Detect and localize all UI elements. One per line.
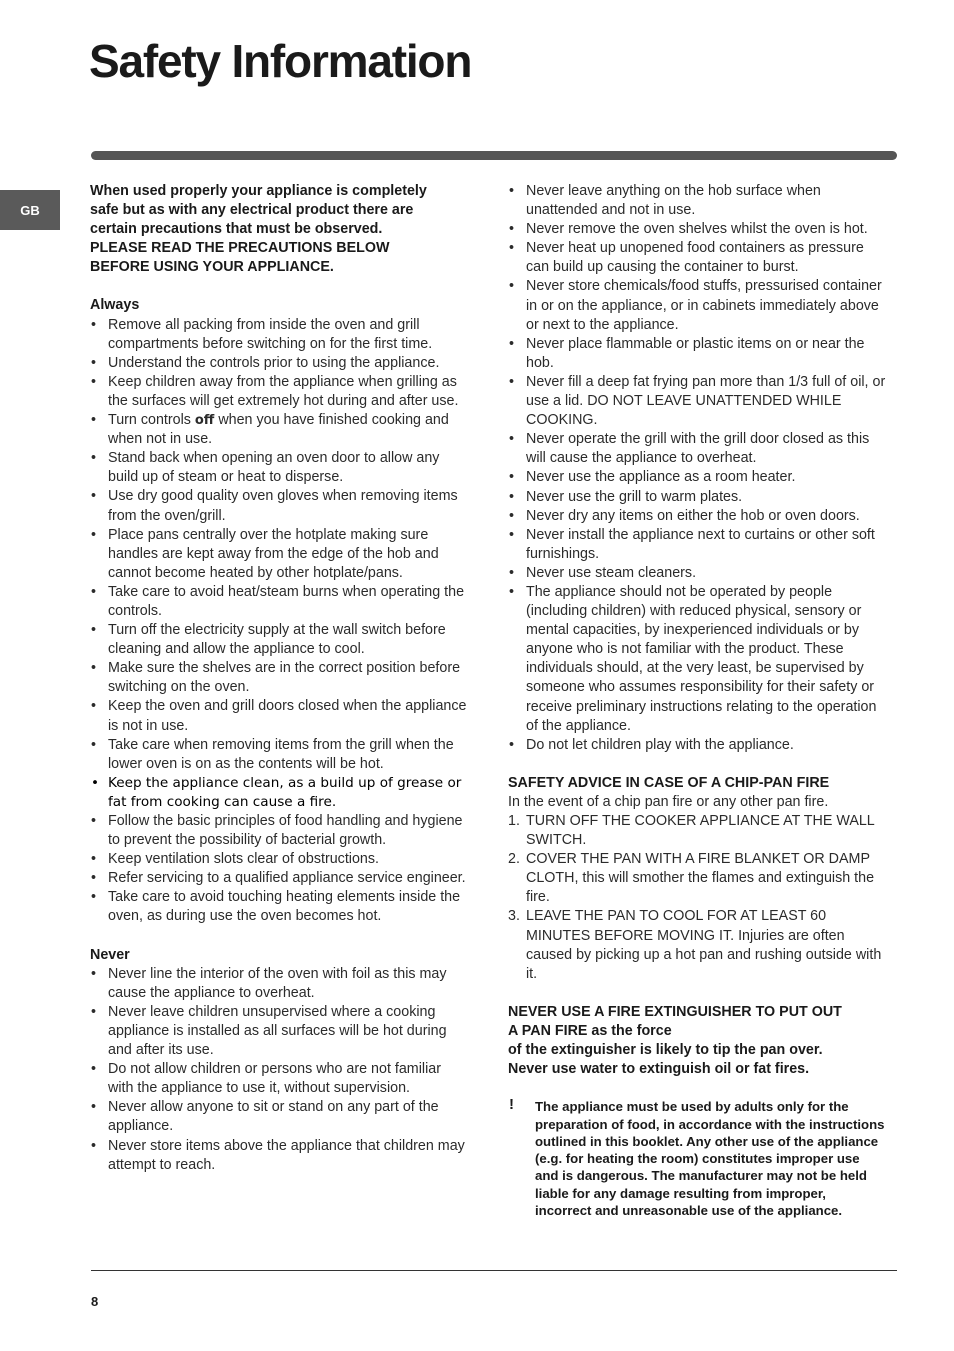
off-keyword: off — [194, 413, 215, 429]
list-item: • The appliance should not be operated by people (including children) with reduced physical, sensory or mental capacities, by inexperienced individuals or by anyone who is not familiar with the product. These individuals should, at the very least, be supervised by someone who assumes responsibility for their safety or receive preliminary instructions relating to the operation of the appliance. — [508, 583, 886, 736]
list-item: • Take care when removing items from the grill when the lower oven is on as the contents will be hot. — [90, 736, 468, 774]
list-item: • Never dry any items on either the hob or oven doors. — [508, 507, 886, 526]
list-item: • Keep children away from the appliance when grilling as the surfaces will get extremely hot during and after use. — [90, 373, 468, 411]
list-item: • Refer servicing to a qualified appliance service engineer. — [90, 869, 468, 888]
list-item: • Understand the controls prior to using the appliance. — [90, 354, 468, 373]
never-list-left — [90, 965, 468, 1175]
list-item: • Use dry good quality oven gloves when removing items from the oven/grill. — [90, 487, 468, 525]
intro-line: PLEASE READ THE PRECAUTIONS BELOW — [90, 240, 390, 257]
page-number: 8 — [91, 1294, 99, 1309]
always-heading: Always — [90, 297, 140, 314]
list-item: • Never leave anything on the hob surface when unattended and not in use. — [508, 182, 886, 220]
language-tab: GB — [0, 190, 60, 230]
step-number: 1. — [508, 813, 520, 829]
list-item: • Do not let children play with the appliance. — [508, 736, 886, 755]
step-text: LEAVE THE PAN TO COOL FOR AT LEAST 60 MINUTES BEFORE MOVING IT. Injuries are often caused by picking up a hot pan and rushing outside with it. — [526, 908, 882, 982]
extinguisher-line: Never use water to extinguish oil or fat fires. — [508, 1061, 810, 1078]
exclamation-icon: ! — [509, 1096, 514, 1114]
list-item: • Never heat up unopened food containers as pressure can build up causing the container to burst. — [508, 239, 886, 277]
list-item: • Never store items above the appliance that children may attempt to reach. — [90, 1137, 468, 1175]
list-item-emphasis: • Keep the appliance clean, as a build up of grease or fat from cooking can cause a fire. — [90, 774, 468, 812]
warning-text: The appliance must be used by adults only for the preparation of food, in accordance with the instructions outlined in this booklet. Any other use of the appliance (e.g. for heating the room) constitutes improper use and is dangerous. The manufacturer may not be held liable for any damage resulting from improper, incorrect and unreasonable use of the appliance. — [535, 1099, 885, 1218]
intro-line: safe but as with any electrical product there are — [90, 202, 414, 219]
footer-divider — [91, 1270, 897, 1271]
list-item: • Never allow anyone to sit or stand on any part of the appliance. — [90, 1098, 468, 1136]
step-item — [508, 907, 886, 983]
chip-pan-intro: In the event of a chip pan fire or any other pan fire. — [508, 793, 829, 810]
intro-line: certain precautions that must be observed. — [90, 221, 383, 238]
step-number: 2. — [508, 851, 520, 868]
left-column — [90, 182, 468, 1194]
never-list-right — [508, 182, 886, 755]
step-text: COVER THE PAN WITH A FIRE BLANKET OR DAMP CLOTH, this will smother the flames and extinguish the fire. — [526, 851, 875, 906]
right-column — [508, 182, 886, 1219]
chip-pan-steps — [508, 812, 886, 984]
list-item: • Never line the interior of the oven with foil as this may cause the appliance to overheat. — [90, 965, 468, 1003]
usage-warning — [508, 1098, 886, 1219]
step-text: TURN OFF THE COOKER APPLIANCE AT THE WALL SWITCH. — [526, 813, 875, 849]
chip-pan-heading: SAFETY ADVICE IN CASE OF A CHIP-PAN FIRE — [508, 774, 830, 791]
list-item: • Follow the basic principles of food handling and hygiene to prevent the possibility of bacterial growth. — [90, 812, 468, 850]
step-number: 3. — [508, 908, 520, 925]
never-heading: Never — [90, 946, 130, 963]
list-item: • Never fill a deep fat frying pan more than 1/3 full of oil, or use a lid. DO NOT LEAVE UNATTENDED WHILE COOKING. — [508, 373, 886, 430]
list-item — [90, 411, 468, 449]
intro-line: BEFORE USING YOUR APPLIANCE. — [90, 259, 334, 276]
list-item: • Never install the appliance next to curtains or other soft furnishings. — [508, 526, 886, 564]
intro-text — [90, 182, 468, 277]
list-item: • Keep ventilation slots clear of obstructions. — [90, 850, 468, 869]
list-item: • Make sure the shelves are in the correct position before switching on the oven. — [90, 659, 468, 697]
step-item — [508, 850, 886, 907]
header-divider — [91, 151, 897, 160]
extinguisher-warning — [508, 1003, 886, 1079]
list-item: • Never leave children unsupervised where a cooking appliance is installed as all surfaces will be hot during and after its use. — [90, 1003, 468, 1060]
list-item: • Never use the grill to warm plates. — [508, 488, 886, 507]
item-text: Turn controls — [108, 412, 195, 429]
extinguisher-line: NEVER USE A FIRE EXTINGUISHER TO PUT OUT — [508, 1003, 842, 1020]
page-title: Safety Information — [89, 35, 472, 87]
list-item: • Never use the appliance as a room heater. — [508, 468, 886, 487]
extinguisher-line: A PAN FIRE as the force — [508, 1022, 672, 1039]
list-item: • Never use steam cleaners. — [508, 564, 886, 583]
list-item: • Remove all packing from inside the oven and grill compartments before switching on for the first time. — [90, 316, 468, 354]
list-item: • Do not allow children or persons who are not familiar with the appliance to use it, without supervision. — [90, 1060, 468, 1098]
list-item: • Never remove the oven shelves whilst the oven is hot. — [508, 220, 886, 239]
list-item: • Keep the oven and grill doors closed when the appliance is not in use. — [90, 697, 468, 735]
list-item: • Take care to avoid touching heating elements inside the oven, as during use the oven becomes hot. — [90, 888, 468, 926]
list-item: • Place pans centrally over the hotplate making sure handles are kept away from the edge of the hob and cannot become heated by other hotplate/pans. — [90, 526, 468, 583]
extinguisher-line: of the extinguisher is likely to tip the pan over. — [508, 1042, 823, 1059]
list-item: • Never operate the grill with the grill door closed as this will cause the appliance to overheat. — [508, 430, 886, 468]
item-text: when you have finished cooking and when not in use. — [108, 412, 449, 448]
list-item: • Never place flammable or plastic items on or near the hob. — [508, 335, 886, 373]
list-item: • Take care to avoid heat/steam burns when operating the controls. — [90, 583, 468, 621]
always-list — [90, 316, 468, 927]
list-item: • Stand back when opening an oven door to allow any build up of steam or heat to disperse. — [90, 449, 468, 487]
list-item: • Turn off the electricity supply at the wall switch before cleaning and allow the appliance to cool. — [90, 621, 468, 659]
intro-line: When used properly your appliance is completely — [90, 183, 427, 199]
step-item — [508, 812, 886, 850]
list-item: • Never store chemicals/food stuffs, pressurised container in or on the appliance, or in cabinets immediately above or next to the appliance. — [508, 277, 886, 334]
